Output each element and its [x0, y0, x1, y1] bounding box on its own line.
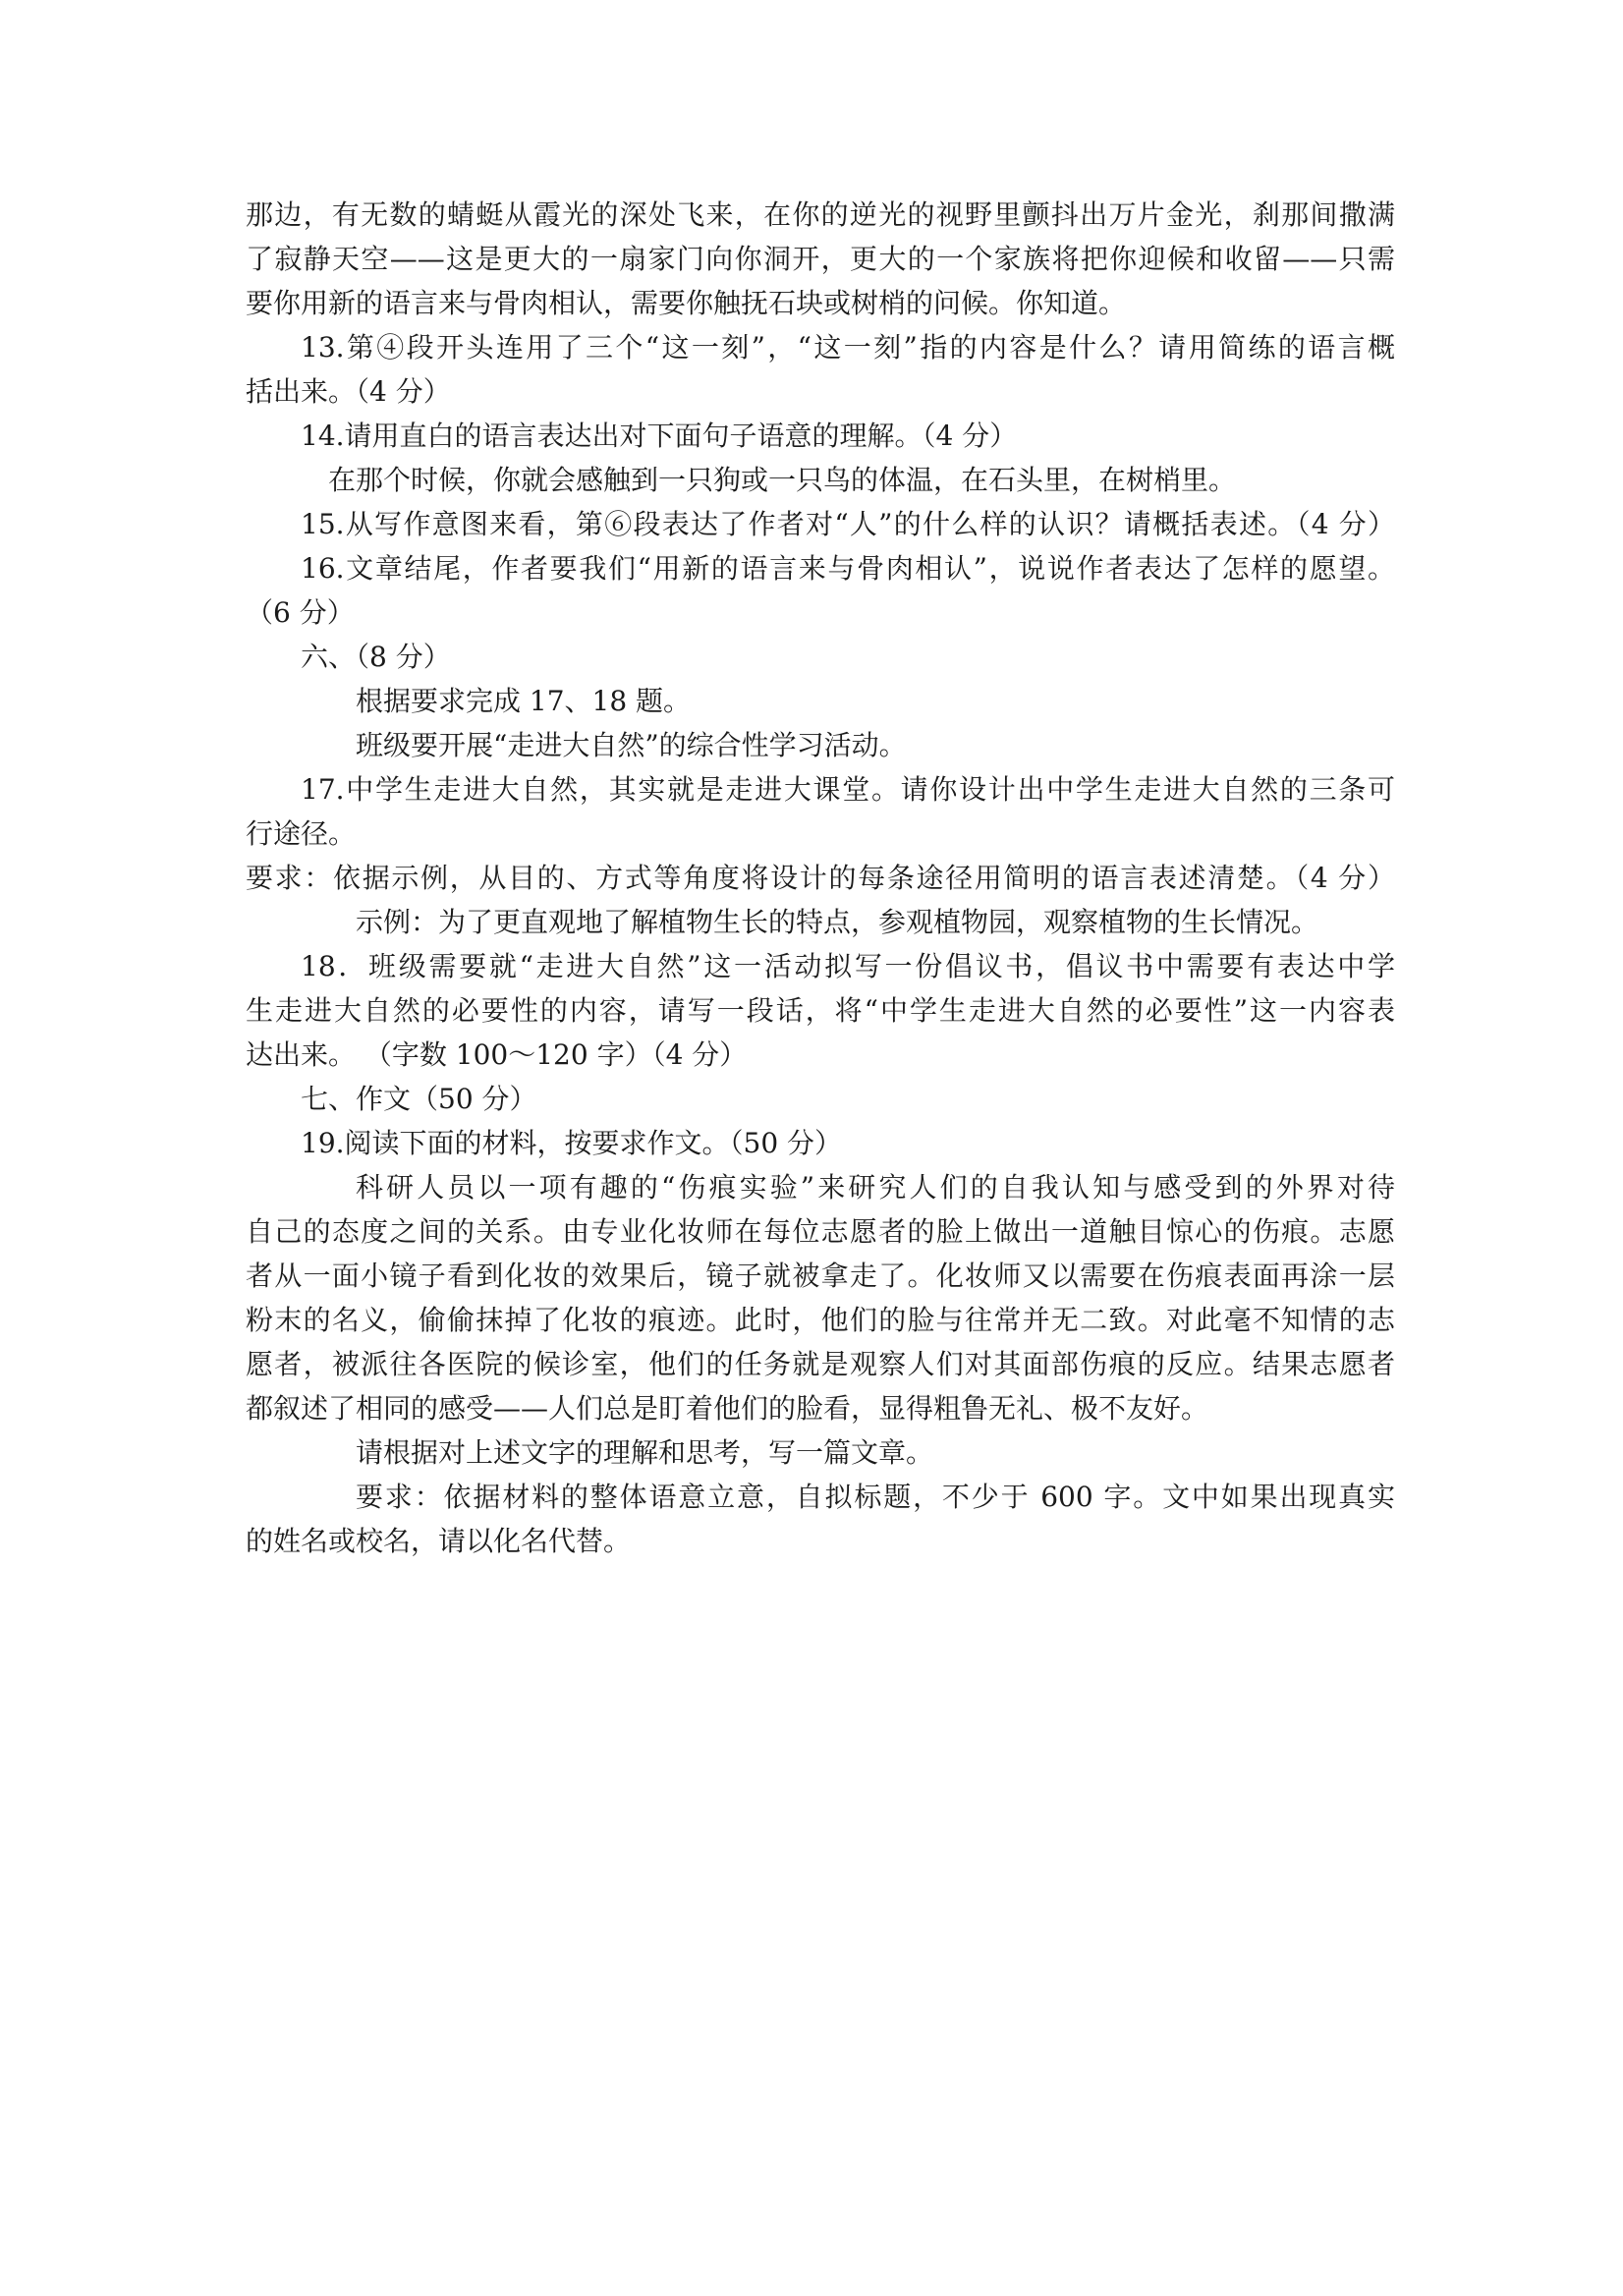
- text-line: 都叙述了相同的感受——人们总是盯着他们的脸看，显得粗鲁无礼、极不友好。: [246, 1392, 1209, 1425]
- text-line: 要求：依据材料的整体语意立意，自拟标题，不少于 600 字。文中如果出现真实: [356, 1481, 1395, 1513]
- text-line: 14.请用直白的语言表达出对下面句子语意的理解。（4 分）: [301, 420, 1018, 452]
- text-line: 那边，有无数的蜻蜓从霞光的深处飞来，在你的逆光的视野里颤抖出万片金光，刹那间撒满: [246, 198, 1395, 231]
- text-line: 科研人员以一项有趣的“伤痕实验”来研究人们的自我认知与感受到的外界对待: [356, 1171, 1395, 1204]
- text-line: 七、作文（50 分）: [301, 1083, 537, 1115]
- text-line: 根据要求完成 17、18 题。: [356, 685, 692, 717]
- text-line: 自己的态度之间的关系。由专业化妆师在每位志愿者的脸上做出一道触目惊心的伤痕。志愿: [246, 1215, 1395, 1248]
- text-line: 示例：为了更直观地了解植物生长的特点，参观植物园，观察植物的生长情况。: [356, 906, 1319, 938]
- text-line: 六、（8 分）: [301, 641, 451, 673]
- text-line: 15.从写作意图来看，第⑥段表达了作者对“人”的什么样的认识？请概括表述。（4 分）: [301, 508, 1395, 540]
- text-line: 生走进大自然的必要性的内容，请写一段话，将“中学生走进大自然的必要性”这一内容表: [246, 994, 1395, 1027]
- text-line: 要你用新的语言来与骨肉相认，需要你触抚石块或树梢的问候。你知道。: [246, 287, 1127, 319]
- text-line: 了寂静天空——这是更大的一扇家门向你洞开，更大的一个家族将把你迎候和收留——只需: [246, 243, 1395, 275]
- text-line: 要求：依据示例，从目的、方式等角度将设计的每条途径用简明的语言表述清楚。（4 分）: [246, 862, 1395, 894]
- text-line: 行途径。: [246, 817, 357, 850]
- text-line: 班级要开展“走进大自然”的综合性学习活动。: [356, 729, 907, 761]
- text-line: 的姓名或校名，请以化名代替。: [246, 1525, 632, 1557]
- text-line: 愿者，被派往各医院的候诊室，他们的任务就是观察人们对其面部伤痕的反应。结果志愿者: [246, 1348, 1395, 1380]
- text-line: 达出来。 （字数 100～120 字）（4 分）: [246, 1038, 748, 1071]
- text-line: 在那个时候，你就会感触到一只狗或一只鸟的体温，在石头里，在树梢里。: [328, 464, 1237, 496]
- text-line: 18．班级需要就“走进大自然”这一活动拟写一份倡议书，倡议书中需要有表达中学: [301, 950, 1395, 982]
- text-line: 16.文章结尾，作者要我们“用新的语言来与骨肉相认”，说说作者表达了怎样的愿望。: [301, 552, 1395, 585]
- text-line: 请根据对上述文字的理解和思考，写一篇文章。: [356, 1436, 934, 1469]
- document-page: [246, 193, 1395, 1563]
- text-line: 13.第④段开头连用了三个“这一刻”，“这一刻”指的内容是什么？请用简练的语言概: [301, 331, 1395, 364]
- text-line: 者从一面小镜子看到化妆的效果后，镜子就被拿走了。化妆师又以需要在伤痕表面再涂一层: [246, 1260, 1395, 1292]
- text-line: 括出来。（4 分）: [246, 375, 451, 408]
- text-line: 粉末的名义，偷偷抹掉了化妆的痕迹。此时，他们的脸与往常并无二致。对此毫不知情的志: [246, 1304, 1395, 1336]
- text-line: （6 分）: [246, 596, 355, 629]
- text-line: 17.中学生走进大自然，其实就是走进大课堂。请你设计出中学生走进大自然的三条可: [301, 773, 1395, 806]
- text-line: 19.阅读下面的材料，按要求作文。（50 分）: [301, 1127, 843, 1159]
